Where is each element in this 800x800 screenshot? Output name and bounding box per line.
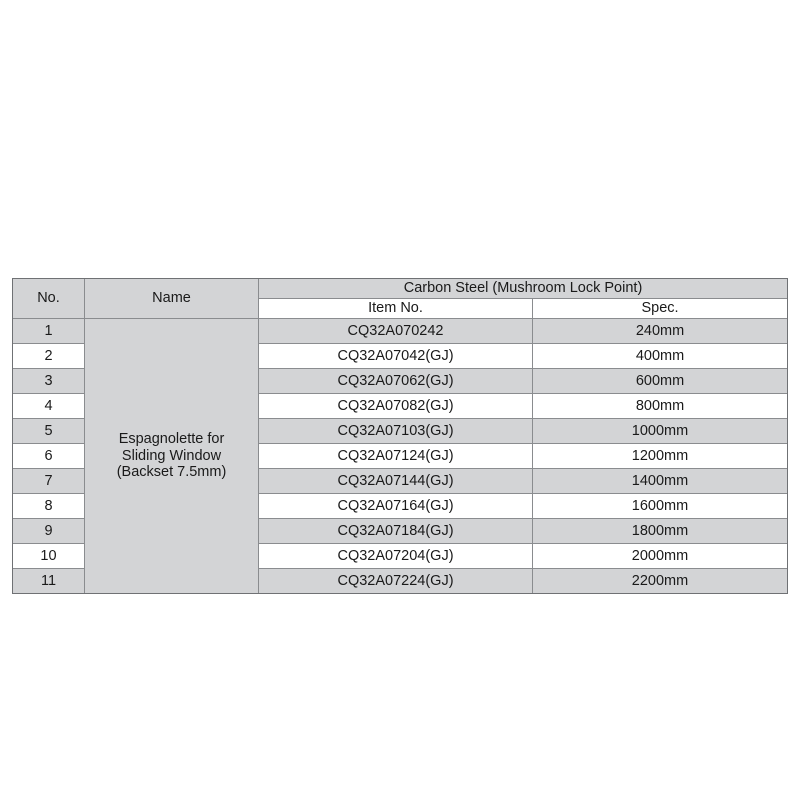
cell-item-no: CQ32A070242: [259, 319, 533, 344]
column-header-spec: Spec.: [533, 299, 788, 319]
cell-no: 11: [13, 569, 85, 594]
table-body: [13, 319, 788, 594]
cell-item-no: CQ32A07103(GJ): [259, 419, 533, 444]
cell-no: 5: [13, 419, 85, 444]
column-header-name: Name: [85, 279, 259, 319]
product-name-line: Espagnolette for: [118, 430, 225, 447]
cell-spec: 400mm: [533, 344, 788, 369]
cell-item-no: CQ32A07062(GJ): [259, 369, 533, 394]
cell-item-no: CQ32A07204(GJ): [259, 544, 533, 569]
header-row-primary: [13, 279, 788, 299]
cell-item-no: CQ32A07224(GJ): [259, 569, 533, 594]
cell-no: 3: [13, 369, 85, 394]
product-name-line: Sliding Window: [121, 447, 222, 464]
table-row: [13, 319, 788, 344]
cell-spec: 2200mm: [533, 569, 788, 594]
cell-no: 4: [13, 394, 85, 419]
cell-spec: 600mm: [533, 369, 788, 394]
product-specification-table: [12, 278, 788, 594]
table-header: [13, 279, 788, 319]
cell-spec: 1200mm: [533, 444, 788, 469]
cell-item-no: CQ32A07144(GJ): [259, 469, 533, 494]
cell-no: 2: [13, 344, 85, 369]
column-header-material-group: Carbon Steel (Mushroom Lock Point): [259, 279, 788, 299]
cell-item-no: CQ32A07042(GJ): [259, 344, 533, 369]
cell-no: 7: [13, 469, 85, 494]
specification-table-container: [12, 278, 787, 594]
cell-spec: 1800mm: [533, 519, 788, 544]
cell-no: 1: [13, 319, 85, 344]
cell-item-no: CQ32A07164(GJ): [259, 494, 533, 519]
cell-spec: 800mm: [533, 394, 788, 419]
cell-spec: 1600mm: [533, 494, 788, 519]
column-header-no: No.: [13, 279, 85, 319]
column-header-item-no: Item No.: [259, 299, 533, 319]
cell-spec: 1400mm: [533, 469, 788, 494]
cell-item-no: CQ32A07124(GJ): [259, 444, 533, 469]
cell-spec: 2000mm: [533, 544, 788, 569]
product-name-line: (Backset 7.5mm): [116, 464, 227, 481]
cell-no: 6: [13, 444, 85, 469]
cell-no: 8: [13, 494, 85, 519]
cell-item-no: CQ32A07184(GJ): [259, 519, 533, 544]
cell-spec: 1000mm: [533, 419, 788, 444]
cell-no: 9: [13, 519, 85, 544]
cell-no: 10: [13, 544, 85, 569]
cell-item-no: CQ32A07082(GJ): [259, 394, 533, 419]
cell-spec: 240mm: [533, 319, 788, 344]
cell-product-name: [85, 319, 259, 594]
